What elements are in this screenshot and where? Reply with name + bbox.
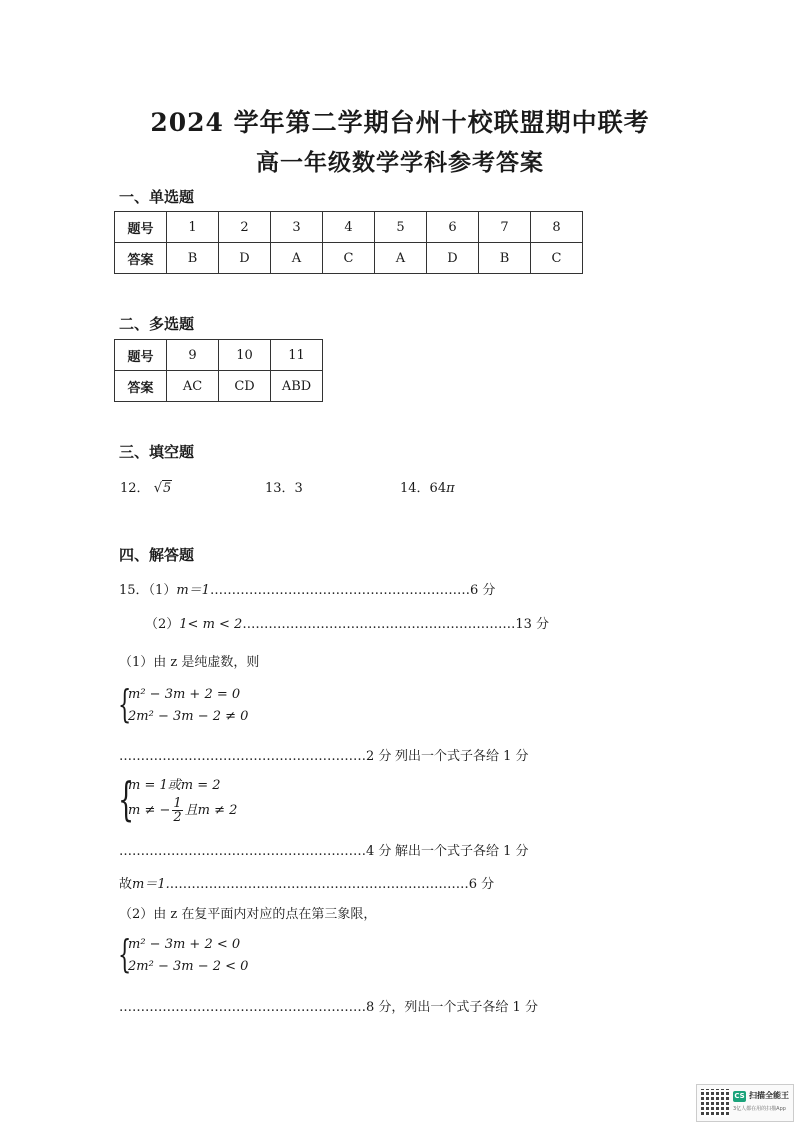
q15-p2-label: （2）: [145, 617, 180, 632]
fraction-denominator: 2: [173, 810, 182, 825]
sys2-eq2-pre: m ≠ −: [128, 803, 171, 818]
note-a: 列出一个式子各给 1 分: [395, 749, 529, 764]
row-label: 题号: [115, 340, 167, 371]
section-heading-fill: 三、填空题: [119, 443, 195, 461]
q15-intro2: （2）由 z 在复平面内对应的点在第三象限，: [119, 907, 377, 922]
score: 8 分，列出一个式子各给 1 分: [366, 1000, 538, 1015]
table-cell: B: [167, 243, 219, 274]
score: 2 分: [366, 749, 392, 764]
answer-14-label: 14．64: [400, 481, 447, 496]
table-cell: CD: [219, 371, 271, 402]
brace-icon: {: [118, 932, 132, 976]
scanner-tagline: 3亿人都在用的扫描App: [733, 1106, 786, 1112]
table-cell: 6: [427, 212, 479, 243]
table-cell: C: [323, 243, 375, 274]
sys2-eq1: m = 1或m = 2: [128, 778, 221, 793]
table-cell: 1: [167, 212, 219, 243]
leader-dots: ……………………………………………………………: [169, 877, 469, 892]
table-cell: A: [271, 243, 323, 274]
leader-dots: …………………………………………………: [119, 749, 366, 764]
row-label: 答案: [115, 243, 167, 274]
note-b: 解出一个式子各给 1 分: [395, 844, 529, 859]
table-cell: 11: [271, 340, 323, 371]
q15-label: 15．（1）: [119, 583, 177, 598]
table-row: [115, 371, 323, 402]
table-row: [115, 243, 583, 274]
scanner-watermark: [696, 1084, 794, 1122]
answer-14: [400, 477, 455, 496]
sys2-eq2-post: 且m ≠ 2: [184, 803, 238, 818]
table-cell: 9: [167, 340, 219, 371]
score: 6 分: [469, 583, 496, 598]
section-heading-multi: 二、多选题: [119, 315, 195, 333]
leader-dots: ……………………………………………………: [209, 583, 470, 598]
answer-12-value: 5: [162, 481, 172, 496]
sqrt-symbol: √5: [153, 481, 172, 496]
row-label: 答案: [115, 371, 167, 402]
table-cell: 5: [375, 212, 427, 243]
conclusion-label: 故: [119, 877, 133, 892]
score: 4 分: [366, 844, 392, 859]
score: 13 分: [515, 617, 550, 632]
single-choice-table: [114, 211, 583, 274]
table-cell: C: [531, 243, 583, 274]
answer-13: 13．3: [265, 481, 303, 496]
table-cell: 7: [479, 212, 531, 243]
q15-intro1: （1）由 z 是纯虚数，则: [119, 655, 260, 670]
table-cell: D: [427, 243, 479, 274]
brace-icon: {: [118, 772, 135, 826]
section-heading-single: 一、单选题: [119, 188, 195, 206]
table-row: [115, 212, 583, 243]
answer-12: [120, 477, 172, 496]
q15-p1-expr: m＝1: [176, 583, 210, 598]
sys3-eq2: 2m² − 3m − 2 < 0: [128, 959, 249, 974]
multi-choice-table: [114, 339, 323, 402]
brace-icon: {: [118, 682, 132, 726]
conclusion-expr: m＝1.: [132, 877, 170, 892]
score: 6 分: [468, 877, 495, 892]
sys1-eq1: m² − 3m + 2 = 0: [128, 687, 241, 702]
score-line-c: [119, 996, 538, 1015]
table-cell: D: [219, 243, 271, 274]
table-cell: 10: [219, 340, 271, 371]
table-cell: A: [375, 243, 427, 274]
table-cell: ABD: [271, 371, 323, 402]
sys2-eq2: [128, 797, 237, 824]
table-cell: 2: [219, 212, 271, 243]
cs-logo: CS: [734, 1092, 745, 1100]
table-cell: 3: [271, 212, 323, 243]
table-cell: B: [479, 243, 531, 274]
leader-dots: …………………………………………………: [119, 1000, 366, 1015]
score-line-b: [119, 840, 391, 859]
sys3-eq1: m² − 3m + 2 < 0: [128, 937, 241, 952]
page-subtitle: 高一年级数学学科参考答案: [256, 149, 544, 176]
q15-part1-summary: [119, 579, 495, 598]
table-row: [115, 340, 323, 371]
leader-dots: …………………………………………………: [119, 844, 366, 859]
answer-12-label: 12．: [120, 481, 150, 496]
conclusion-line: [119, 873, 494, 892]
score-line-a: [119, 745, 391, 764]
q15-part2-summary: [145, 613, 549, 632]
section-heading-solutions: 四、解答题: [119, 546, 195, 564]
scanner-app-name: 扫描全能王: [749, 1091, 789, 1100]
fraction-numerator: 1: [173, 796, 182, 811]
leader-dots: ………………………………………………………: [242, 617, 516, 632]
pi-symbol: π: [446, 481, 455, 496]
page-title: 2024 学年第二学期台州十校联盟期中联考: [150, 108, 650, 137]
q15-p2-expr: 1< m < 2: [179, 617, 243, 632]
table-cell: 4: [323, 212, 375, 243]
row-label: 题号: [115, 212, 167, 243]
table-cell: 8: [531, 212, 583, 243]
fraction: [172, 797, 182, 824]
qr-code-icon: [701, 1089, 729, 1117]
table-cell: AC: [167, 371, 219, 402]
sys1-eq2: 2m² − 3m − 2 ≠ 0: [128, 709, 249, 724]
